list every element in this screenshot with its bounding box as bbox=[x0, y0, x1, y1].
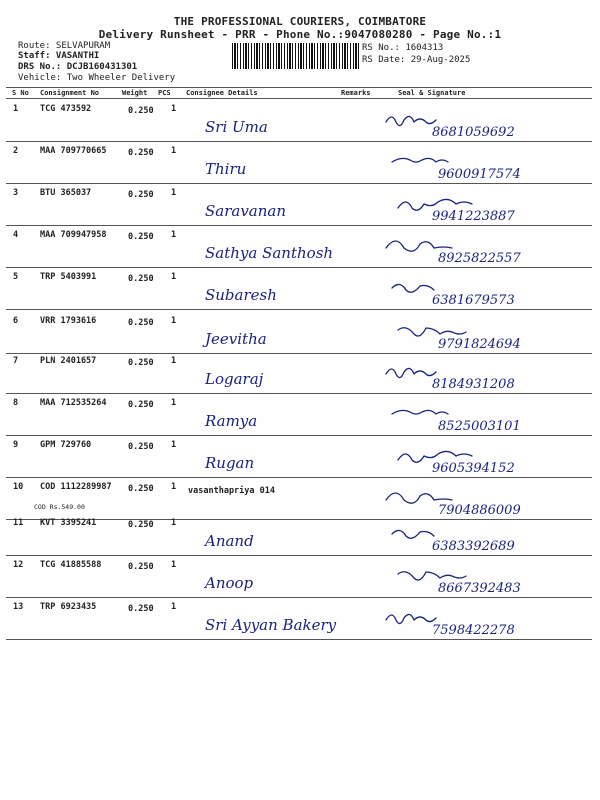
row-pcs: 1 bbox=[171, 602, 177, 612]
seal-signature-scribble bbox=[392, 410, 448, 414]
row-weight: 0.250 bbox=[128, 318, 154, 328]
row-consignment: TRP 6923435 bbox=[40, 602, 97, 612]
seal-phone: 9600917574 bbox=[438, 167, 521, 182]
row-pcs: 1 bbox=[171, 398, 177, 408]
row-weight: 0.250 bbox=[128, 484, 154, 494]
rs-number: RS No.: 1604313 bbox=[362, 43, 444, 53]
row-weight: 0.250 bbox=[128, 358, 154, 368]
consignee-signature: Rugan bbox=[205, 454, 255, 472]
row-sno: 8 bbox=[13, 398, 19, 408]
row-pcs: 1 bbox=[171, 518, 177, 528]
row-sno: 13 bbox=[13, 602, 24, 612]
seal-phone: 8925822557 bbox=[438, 251, 521, 266]
drs-label: DRS No.: DCJB160431301 bbox=[18, 62, 138, 72]
row-consignment: COD 1112289987 bbox=[40, 482, 112, 492]
row-pcs: 1 bbox=[171, 230, 177, 240]
seal-phone: 7598422278 bbox=[432, 623, 515, 638]
consignee-signature: Saravanan bbox=[205, 202, 287, 220]
row-weight: 0.250 bbox=[128, 274, 154, 284]
consignee-signature: Sri Uma bbox=[205, 118, 268, 136]
consignee-signature: Ramya bbox=[205, 412, 258, 430]
row-sno: 2 bbox=[13, 146, 19, 156]
col-pcs: PCS bbox=[158, 89, 171, 97]
seal-signature-scribble bbox=[392, 284, 434, 292]
row-pcs: 1 bbox=[171, 188, 177, 198]
row-weight: 0.250 bbox=[128, 562, 154, 572]
col-remarks: Remarks bbox=[341, 89, 371, 97]
row-consignment: BTU 365037 bbox=[40, 188, 92, 198]
row-consignment: MAA 709947958 bbox=[40, 230, 107, 240]
consignee-signature: Thiru bbox=[205, 160, 247, 178]
seal-phone: 8525003101 bbox=[438, 419, 521, 434]
row-weight: 0.250 bbox=[128, 520, 154, 530]
consignee-signature: Anand bbox=[205, 532, 254, 550]
row-consignment: TCG 473592 bbox=[40, 104, 92, 114]
row-pcs: 1 bbox=[171, 482, 177, 492]
seal-signature-scribble bbox=[386, 493, 452, 503]
seal-phone: 6383392689 bbox=[432, 539, 515, 554]
col-sno: S No bbox=[12, 89, 29, 97]
seal-signature-scribble bbox=[386, 116, 436, 125]
row-consignment: PLN 2401657 bbox=[40, 356, 97, 366]
row-consignee: vasanthapriya 014 bbox=[188, 486, 275, 496]
row-sno: 12 bbox=[13, 560, 24, 570]
row-consignment: KVT 3395241 bbox=[40, 518, 97, 528]
consignee-signature: Jeevitha bbox=[205, 330, 267, 348]
col-consignee: Consignee Details bbox=[186, 89, 258, 97]
row-weight: 0.250 bbox=[128, 442, 154, 452]
row-weight: 0.250 bbox=[128, 106, 154, 116]
consignee-signature: Logaraj bbox=[205, 370, 264, 388]
seal-signature-scribble bbox=[398, 328, 466, 336]
row-cod-amount: COD Rs.549.00 bbox=[34, 503, 85, 511]
row-sno: 1 bbox=[13, 104, 19, 114]
seal-signature-scribble bbox=[392, 158, 448, 162]
seal-phone: 8667392483 bbox=[438, 581, 521, 596]
row-weight: 0.250 bbox=[128, 148, 154, 158]
seal-phone: 8681059692 bbox=[432, 125, 515, 140]
seal-signature-scribble bbox=[398, 572, 466, 580]
route-label: Route: SELVAPURAM bbox=[18, 41, 111, 51]
consignee-signature: Sri Ayyan Bakery bbox=[205, 616, 337, 634]
consignee-signature: Subaresh bbox=[205, 286, 277, 304]
seal-phone: 8184931208 bbox=[432, 377, 515, 392]
row-sno: 7 bbox=[13, 356, 19, 366]
seal-phone: 9791824694 bbox=[438, 337, 521, 352]
row-sno: 4 bbox=[13, 230, 19, 240]
col-consignment: Consignment No bbox=[40, 89, 100, 97]
consignee-signature: Sathya Santhosh bbox=[205, 244, 334, 262]
row-consignment: TRP 5403991 bbox=[40, 272, 97, 282]
row-sno: 10 bbox=[13, 482, 24, 492]
row-sno: 6 bbox=[13, 316, 19, 326]
row-pcs: 1 bbox=[171, 560, 177, 570]
consignee-signature: Anoop bbox=[205, 574, 254, 592]
row-consignment: VRR 1793616 bbox=[40, 316, 97, 326]
row-weight: 0.250 bbox=[128, 190, 154, 200]
row-sno: 5 bbox=[13, 272, 19, 282]
row-consignment: MAA 712535264 bbox=[40, 398, 107, 408]
row-weight: 0.250 bbox=[128, 604, 154, 614]
seal-phone: 9605394152 bbox=[432, 461, 515, 476]
rs-date: RS Date: 29-Aug-2025 bbox=[362, 55, 471, 65]
seal-phone: 6381679573 bbox=[432, 293, 515, 308]
runsheet-title: Delivery Runsheet - PRR - Phone No.:9047080280 - Page No.:1 bbox=[98, 28, 502, 41]
row-pcs: 1 bbox=[171, 440, 177, 450]
seal-signature-scribble bbox=[386, 614, 436, 623]
row-pcs: 1 bbox=[171, 272, 177, 282]
col-seal: Seal & Signature bbox=[398, 89, 466, 97]
row-sno: 9 bbox=[13, 440, 19, 450]
row-consignment: MAA 709770665 bbox=[40, 146, 107, 156]
row-pcs: 1 bbox=[171, 316, 177, 326]
row-weight: 0.250 bbox=[128, 232, 154, 242]
staff-label: Staff: VASANTHI bbox=[18, 51, 100, 61]
row-pcs: 1 bbox=[171, 356, 177, 366]
seal-signature-scribble bbox=[392, 530, 434, 538]
row-consignment: GPM 729760 bbox=[40, 440, 92, 450]
row-pcs: 1 bbox=[171, 146, 177, 156]
vehicle-label: Vehicle: Two Wheeler Delivery bbox=[18, 73, 176, 83]
col-weight: Weight bbox=[122, 89, 148, 97]
row-sno: 11 bbox=[13, 518, 24, 528]
row-sno: 3 bbox=[13, 188, 19, 198]
company-title: THE PROFESSIONAL COURIERS, COIMBATORE bbox=[173, 15, 427, 28]
seal-phone: 7904886009 bbox=[438, 503, 521, 518]
row-weight: 0.250 bbox=[128, 400, 154, 410]
seal-signature-scribble bbox=[386, 368, 436, 377]
row-pcs: 1 bbox=[171, 104, 177, 114]
row-consignment: TCG 41885588 bbox=[40, 560, 102, 570]
seal-phone: 9941223887 bbox=[432, 209, 515, 224]
seal-signature-scribble bbox=[386, 241, 452, 251]
